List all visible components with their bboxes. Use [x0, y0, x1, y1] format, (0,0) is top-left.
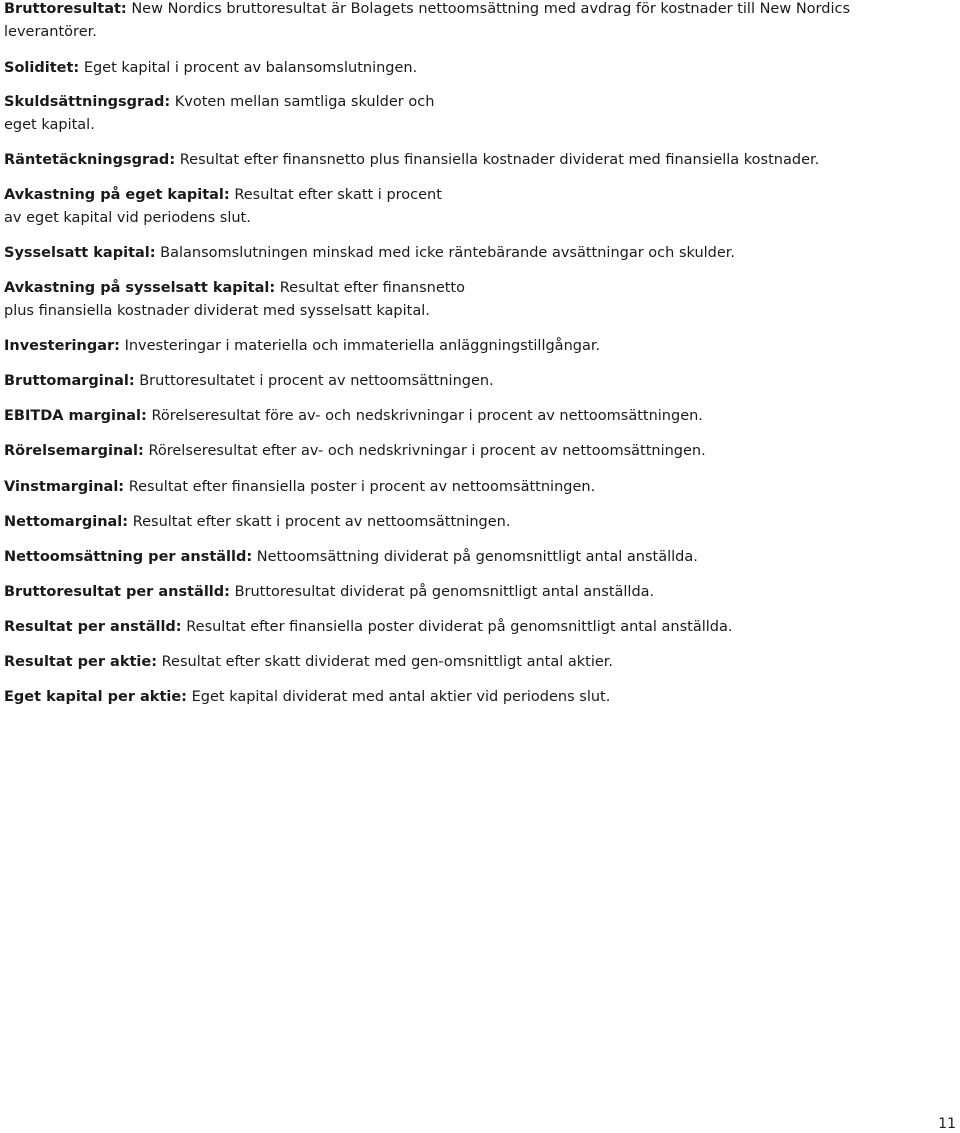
definition-soliditet — [4, 57, 417, 80]
definition-text: Rörelseresultat efter av- och nedskrivningar i procent av nettoomsättningen. — [148, 443, 706, 459]
definition-text: Resultat efter finansiella poster i procent av nettoomsättningen. — [128, 479, 596, 495]
definition-bruttoresultat-per-anstalld — [4, 581, 654, 604]
definition-bruttomarginal — [4, 370, 494, 393]
definition-text: Bruttoresultat dividerat på genomsnittligt antal anställda. — [234, 584, 655, 600]
definition-text: Nettoomsättning dividerat på genomsnittligt antal anställda. — [256, 549, 698, 565]
definition-term: Skuldsättningsgrad: — [4, 94, 171, 110]
definition-term: Soliditet: — [4, 60, 80, 76]
definition-bruttoresultat — [4, 0, 850, 44]
definition-text: Bruttoresultatet i procent av nettoomsättningen. — [139, 373, 494, 389]
definition-term: Avkastning på eget kapital: — [4, 187, 230, 203]
definition-term: Eget kapital per aktie: — [4, 689, 187, 705]
definition-text: plus finansiella kostnader dividerat med sysselsatt kapital. — [4, 303, 430, 319]
definition-text: Eget kapital dividerat med antal aktier vid periodens slut. — [191, 689, 611, 705]
definition-text: Kvoten mellan samtliga skulder och — [174, 94, 435, 110]
definition-rantetackningsgrad — [4, 149, 819, 172]
definition-resultat-per-anstalld — [4, 616, 732, 639]
definition-term: Investeringar: — [4, 338, 120, 354]
definition-text: Resultat efter finansnetto — [279, 280, 465, 296]
definition-term: Räntetäckningsgrad: — [4, 152, 176, 168]
definition-text: Resultat efter skatt i procent av nettoomsättningen. — [132, 514, 511, 530]
definition-term: Nettoomsättning per anställd: — [4, 549, 253, 565]
definition-term: Nettomarginal: — [4, 514, 129, 530]
page-number: 11 — [938, 1116, 956, 1132]
definition-term: Avkastning på sysselsatt kapital: — [4, 280, 276, 296]
definition-term: EBITDA marginal: — [4, 408, 147, 424]
definition-text: av eget kapital vid periodens slut. — [4, 210, 251, 226]
definition-text: Investeringar i materiella och immateriella anläggningstillgångar. — [124, 338, 601, 354]
definition-avkastning-eget-kapital — [4, 184, 442, 230]
definition-nettoomsattning-per-anstalld — [4, 546, 698, 569]
definition-text: Balansomslutningen minskad med icke räntebärande avsättningar och skulder. — [160, 245, 736, 261]
definition-nettomarginal — [4, 511, 510, 534]
definition-text: Rörelseresultat före av- och nedskrivningar i procent av nettoomsättningen. — [151, 408, 703, 424]
definition-text: Resultat efter skatt dividerat med gen-omsnittligt antal aktier. — [161, 654, 614, 670]
definition-text: eget kapital. — [4, 117, 95, 133]
definition-eget-kapital-per-aktie — [4, 686, 610, 709]
definition-avkastning-sysselsatt-kapital — [4, 277, 465, 323]
definition-ebitda-marginal — [4, 405, 703, 428]
definition-investeringar — [4, 335, 600, 358]
definition-term: Resultat per aktie: — [4, 654, 157, 670]
definition-text: Resultat efter skatt i procent — [234, 187, 442, 203]
definition-text: Resultat efter finansnetto plus finansiella kostnader dividerat med finansiella kostnader. — [179, 152, 820, 168]
definition-term: Sysselsatt kapital: — [4, 245, 156, 261]
definition-text: New Nordics bruttoresultat är Bolagets nettoomsättning med avdrag för kostnader till New Nordics — [131, 1, 850, 17]
definition-vinstmarginal — [4, 476, 595, 499]
definition-term: Bruttoresultat per anställd: — [4, 584, 230, 600]
definition-resultat-per-aktie — [4, 651, 613, 674]
definition-term: Resultat per anställd: — [4, 619, 182, 635]
definition-term: Bruttoresultat: — [4, 1, 127, 17]
definition-text: Eget kapital i procent av balansomslutningen. — [83, 60, 418, 76]
definition-term: Rörelsemarginal: — [4, 443, 144, 459]
definition-sysselsatt-kapital — [4, 242, 735, 265]
definition-term: Bruttomarginal: — [4, 373, 135, 389]
definition-text: Resultat efter finansiella poster dividerat på genomsnittligt antal anställda. — [186, 619, 733, 635]
definition-rorelsemarginal — [4, 440, 706, 463]
definition-skuldsattningsgrad — [4, 91, 434, 137]
definition-term: Vinstmarginal: — [4, 479, 125, 495]
definition-text: leverantörer. — [4, 24, 97, 40]
